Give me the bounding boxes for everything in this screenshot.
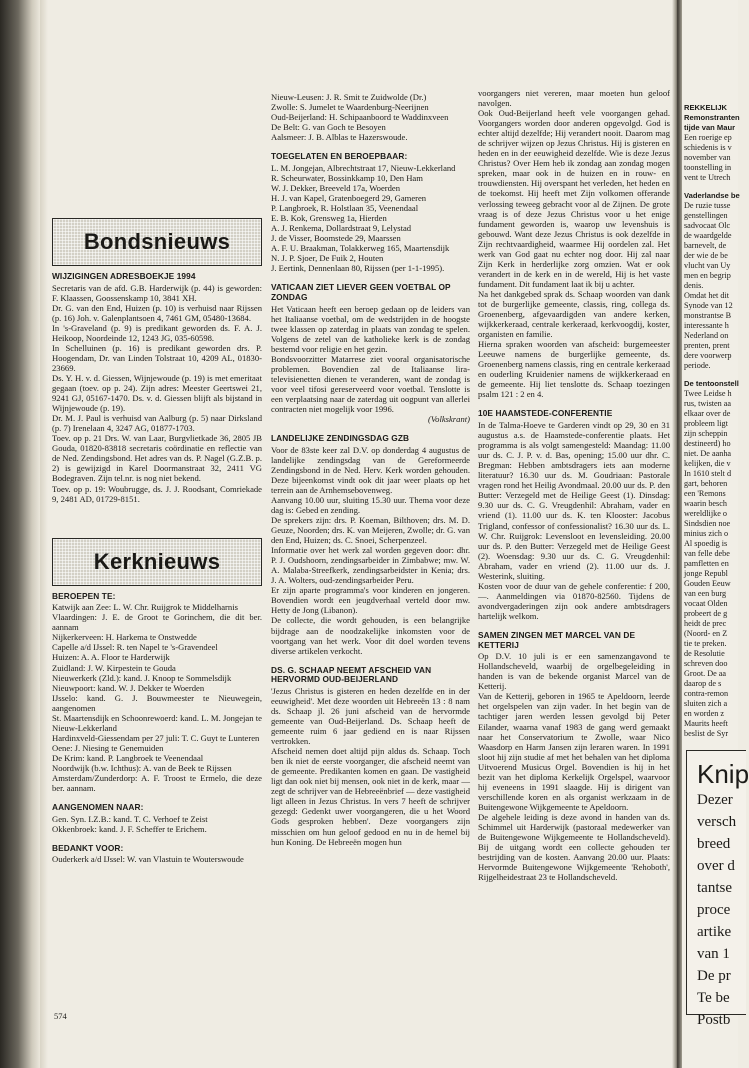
text-line: Nederland on xyxy=(684,331,729,340)
paragraph: Ds. Y. H. v. d. Giessen, Wijnjewoude (p. 19) is met emeritaat gegaan (toev. op p. 24). Zijn adres: Meester Geertswei 21, 9241 GJ, 05167-1470. Ds. v. d. Giessen blijft als bijstand in Wijnjewoude (p. 19). xyxy=(52,373,262,414)
text-line: prenten, prent xyxy=(684,341,730,350)
list-item: IJsselo: kand. G. J. Bouwmeester te Nieuwegein, aangenomen xyxy=(52,692,262,713)
text-line: gart, behoren xyxy=(684,479,728,488)
book-gutter-shadow xyxy=(672,0,682,1068)
paragraph: voorgangers niet vereren, maar moeten hun geloof navolgen. xyxy=(478,88,670,109)
text-line: proce xyxy=(697,902,731,918)
text-line: Omdat het dit xyxy=(684,291,730,300)
schaap-heading: DS. G. SCHAAP NEEMT AFSCHEID VAN HERVORMD OUD-BEIJERLAND xyxy=(271,664,432,685)
paragraph: In Schelluinen (p. 16) is predikant geworden drs. P. Hoogendam, Dr. van Linden Tolstraat 10, 4209 AL, 01830-23669. xyxy=(52,342,262,373)
paragraph: Ook Oud-Beijerland heeft vele voorgangen gehad. Voorgangers worden door anderen opgevolgd. God is echter altijd dezelfde; Hij verandert nooit. Daarom mag de schrijver wijzen op Jezus Christus. Hij is gisteren en heden en in der eeuwigheid dezelfde. Wie is deze Jezus Christus? Over Hem heb ik zondag aan zondag mogen spreken, maar ook in de huizen en in rouw- en trouwdiensten. Hij overspant het verleden, het heden en de toekomst. Hij heeft met Zijn volkomen offerande verlossing teweeg gebracht voor al de Zijnen. De grote vraag is of deze Jezus Christus voor u het enige fundament geworden is, waarop uw levenshuis is gebouwd. Want deze Jezus Christus is ook dezelfde in Zijn rechtvaardigheid, waarmee Hij oordelen zal. Het werk van God gaat nu echter nog door. Hij zal naar Zijn Kerk in herderlijke zorg omzien. Wat er ook verandert in de kerk en in de wereld, Hij is het vaste fundament. Dit fundament laat ik bij u achter. xyxy=(478,108,670,289)
text-line: Gouden Eeuw xyxy=(684,579,731,588)
facing-subheading: Remonstranten xyxy=(684,113,740,122)
text-line: zijn scheppin xyxy=(684,429,728,438)
text-line: tantse xyxy=(697,880,732,896)
list-item: Nieuw-Leusen: J. R. Smit te Zuidwolde (Dr.) xyxy=(271,92,427,102)
text-line: jonge Republ xyxy=(684,569,728,578)
list-item: Huizen: A. A. Floor te Harderwijk xyxy=(52,652,170,663)
text-line: artike xyxy=(697,924,732,940)
list-item: Gen. Syn. I.Z.B.: kand. T. C. Verhoef te Zeist xyxy=(52,813,208,824)
paragraph: Bondsvoorzitter Matarrese ziet vooral organisatorische problemen. Bovendien zal de Italiaanse lira-televisienetten dienen te veranderen, want de zondag is voor veel tifosi gereserveerd voor voetbal. Tenslotte is een verplaatsing naar de zaterdag uit oogpunt van allerlei contracten niet mogelijk voor 1996. xyxy=(271,353,470,414)
paragraph: Secretaris van de afd. G.B. Harderwijk (p. 44) is geworden: F. Klaassen, Goossenskamp 10, 3841 XH. xyxy=(52,282,262,303)
list-item: Nieuwerkerk (Zld.): kand. J. Knoop te Sommelsdijk xyxy=(52,672,232,683)
list-item: J. Eertink, Dennenlaan 80, Rijssen (per 1-1-1995). xyxy=(271,263,445,274)
text-line: kelijken, die v xyxy=(684,459,731,468)
facing-heading: REKKELIJK xyxy=(684,103,728,112)
text-line: periode. xyxy=(684,361,711,370)
list-item: Zwolle: S. Jumelet te Waardenburg-Neerijnen xyxy=(271,102,429,113)
text-line: november van xyxy=(684,153,731,162)
paragraph: Aanvang 10.00 uur, sluiting 15.30 uur. Thema voor deze dag is: Gebed en zending. xyxy=(271,494,470,515)
list-item: Oud-Beijerland: H. Schipaanboord te Waddinxveen xyxy=(271,112,449,123)
text-line: probleem ligt xyxy=(684,419,728,428)
facing-block-1 xyxy=(684,133,744,183)
samen-zingen-heading: SAMEN ZINGEN MET MARCEL VAN DE KETTERIJ xyxy=(478,629,636,650)
list-item: Oene: J. Niesing te Genemuiden xyxy=(52,742,164,753)
text-line: daarop de s xyxy=(684,679,722,688)
beroepen-heading: BEROEPEN TE: xyxy=(52,590,116,601)
facing-subheading: tijde van Maur xyxy=(684,123,736,132)
text-line: een 'Remons xyxy=(684,489,726,498)
text-line: rus, twisten aa xyxy=(684,399,732,408)
bedankt-heading: BEDANKT VOOR: xyxy=(52,842,124,853)
text-line: de Resolutie xyxy=(684,649,725,658)
landelijke-heading: LANDELIJKE ZENDINGSDAG GZB xyxy=(271,433,410,444)
facing-block-2 xyxy=(684,201,744,371)
list-item: H. J. van Kapel, Gratenboegerd 29, Gameren xyxy=(271,192,427,203)
text-line: Maurits heeft xyxy=(684,719,728,728)
facing-block-3 xyxy=(684,389,744,739)
list-item: De Belt: G. van Goch te Besoyen xyxy=(271,122,386,133)
list-item: A. J. Renkema, Dollardstraat 9, Lelystad xyxy=(271,223,412,234)
text-line: breed xyxy=(697,836,731,852)
text-line: van een burg xyxy=(684,589,727,598)
text-line: Postb xyxy=(697,1012,731,1028)
text-line: pamfletten en xyxy=(684,559,729,568)
list-item: R. Scheurwater, Bossinkkamp 10, Den Ham xyxy=(271,172,423,183)
paragraph: Toev. op p. 19: Woubrugge, ds. J. J. Roodsant, Comriekade 9, 2481 AD, 01729-8151. xyxy=(52,483,262,504)
paragraph: Er zijn aparte programma's voor kinderen en jongeren. Bovendien wordt een jeugdverhaal verteld door mw. Hetty de Jong (Libanon). xyxy=(271,585,470,616)
text-line: De pr xyxy=(697,968,731,984)
paragraph: In de Talma-Hoeve te Garderen vindt op 29, 30 en 31 augustus a.s. de Haamstede-conferentie plaats. Het programma is als volgt samengesteld: Maandag: 11.00 uur ds. C. J. P. v. d. Bas, opening; 15.00 uur dhr. C. Bregman: Hebben ambtsdragers iets aan moderne literatuur? 16.30 uur ds. M. Goudriaan: Pastorale vragen rond het Heilig Avondmaal. 20.00 uur ds. P. den Butter: Verzegeld met de Heilige Geest (1). Dinsdag: 9.30 uur ds. C. G. Vreugdenhil: Abraham, vader en vriend (1). 11.00 uur ds. K. ten Klooster: Jacobus Trigland, confessor of confessionalist? 16.30 uur ds. L. W. Chr. Ruijgrok: Levensloot en levensleiding. 20.00 uur ds. P. den Butter: Verzegeld met de Heilige Geest (2). Woensdag: 9.30 uur ds. C. G. Vreugdenhil: Abraham, vader en vriend (2). 11.00 uur ds. J. Westerink, sluiting. xyxy=(478,420,670,581)
list-item: Amsterdam/Zunderdorp: A. F. Troost te Ermelo, die deze ber. aannam. xyxy=(52,773,262,794)
list-item: Noordwijk (b.w. Ichthus): A. van de Beek te Rijssen xyxy=(52,762,232,773)
text-line: Groot. De aa xyxy=(684,669,727,678)
haamstede-heading: 10E HAAMSTEDE-CONFERENTIE xyxy=(478,408,613,419)
list-item: St. Maartensdijk en Schoonrewoerd: kand. L. M. Jongejan te Nieuw-Lekkerland xyxy=(52,712,262,733)
list-item: A. F. U. Braakman, Tolakkerweg 165, Maartensdijk xyxy=(271,243,450,254)
book-spine-shadow xyxy=(0,0,40,1068)
wijzigingen-body xyxy=(52,283,262,504)
text-line: de waardgelde xyxy=(684,231,732,240)
list-item: Okkenbroek: kand. J. F. Scheffer te Erichem. xyxy=(52,823,207,834)
wijzigingen-heading: WIJZIGINGEN ADRESBOEKJE 1994 xyxy=(52,271,196,281)
list-item: N. J. P. Sjoer, De Fuik 2, Houten xyxy=(271,253,384,264)
text-line: toonstelling in xyxy=(684,163,732,172)
paragraph: Voor de 83ste keer zal D.V. op donderdag 4 augustus de landelijke zendingsdag van de Gereformeerde Zendingsbond in de Ned. Herv. Kerk worden gehouden. Deze bijeenkomst vindt ook dit jaar weer plaats op het terrein aan de Arnhemsebovenweg. xyxy=(271,444,470,495)
text-line: van 1 xyxy=(697,946,730,962)
bondsnieuws-banner xyxy=(52,218,262,266)
knip-lines xyxy=(697,789,746,1031)
list-item: Katwijk aan Zee: L. W. Chr. Ruijgrok te Middelharnis xyxy=(52,602,238,613)
text-line: elkaar over de xyxy=(684,409,731,418)
toegelaten-heading: TOEGELATEN EN BEROEPBAAR: xyxy=(271,151,408,162)
paragraph: Afscheid nemen doet altijd pijn aldus ds. Schaap. Toch ben ik niet de eerste voorganger, die afscheid neemt van de gemeente. Predikanten komen en gaan. De vastigheid ligt dan ook niet bij mensen, ook niet in de kerk, maar — zegt de schrijver van de Hebreeënbrief — deze vastigheid ligt alleen in Jezus Christus. In vers 7 heeft de schrijver gezegd: Gedenkt uwer voorgangeren, die u het Woord Gods gesproken hebben'. Deze voorgangers zijn misschien om hun geloof gedood en nu in de hemel bij hun Koning. De Hebreeën mogen hun xyxy=(271,746,470,847)
text-line: Te be xyxy=(697,990,730,1006)
text-line: schiedenis is v xyxy=(684,143,732,152)
facing-subheading: De tentoonstell xyxy=(684,379,739,388)
text-line: Dezer xyxy=(697,792,733,808)
text-line: probeert de g xyxy=(684,609,728,618)
text-line: en worden z xyxy=(684,709,725,718)
text-line: men en begrip xyxy=(684,271,731,280)
text-line: Twee Leidse h xyxy=(684,389,732,398)
text-line: schreven doo xyxy=(684,659,728,668)
paragraph: In 's-Graveland (p. 9) is predikant geworden ds. F. A. J. Heikoop, Noordeinde 12, 1243 JG, 035-60598. xyxy=(52,322,262,343)
knip-box xyxy=(686,750,749,1028)
text-line: versch xyxy=(697,814,737,830)
text-line: barnevelt, de xyxy=(684,241,727,250)
page-number: 574 xyxy=(54,1011,67,1021)
list-item: Zuidland: J. W. Kirpestein te Gouda xyxy=(52,662,176,673)
page-edge xyxy=(40,0,48,1068)
text-line: beslist de Syr xyxy=(684,729,729,738)
text-line: Een roerige ep xyxy=(684,133,732,142)
list-item: W. J. Dekker, Breeveld 17a, Woerden xyxy=(271,182,401,193)
text-line: sadvocaat Olc xyxy=(684,221,731,230)
aangenomen-heading: AANGENOMEN NAAR: xyxy=(52,802,144,813)
paragraph: Dr. G. van den End, Huizen (p. 10) is verhuisd naar Rijssen (p. 16) Joh. v. Galenplantsoen 4, 7461 GM, 05480-13684. xyxy=(52,302,262,323)
paragraph: Na het dankgebed sprak ds. Schaap woorden van dank tot de burgerlijke gemeente, classis, ring, collega ds. Groenenberg, afgevaardigden van andere kerken, wijkkerkeraad, centrale kerkeraad, kerkvoogdij, koster, organisten en familie. xyxy=(478,288,670,340)
beroepen-body xyxy=(52,602,262,793)
facing-page-text xyxy=(684,103,744,739)
paragraph: Informatie over het werk zal worden gegeven door: dhr. P. J. Oudshoorn, zendingsarbeider in Zimbabwe; mw. W. A. Malaba-Streefkerk, zendingsarbeidster in Kenia; drs. J. A. Wolters, oud-zendingsarbeider Peru. xyxy=(271,545,470,586)
column-2 xyxy=(271,92,470,1012)
knip-title: Knip xyxy=(697,759,749,789)
text-line: monstrantse B xyxy=(684,311,732,320)
text-line: niet. De aanha xyxy=(684,449,732,458)
paragraph: Van de Ketterij, geboren in 1965 te Apeldoorn, leerde het orgelspelen van zijn vader. In het begin van de tachtiger jaren werden lessen gevolgd bij Peter Eilander, waarna vanaf 1983 de gang werd gemaakt naar het Conservatorium te Zwolle, waar Nico Waasdorp en Harm Jansen zijn leraren waren. In 1991 sloot hij zijn studie af met het behalen van het diploma Uitvoerend Musicus Orgel. Bovendien is hij in het bezit van het diploma Kerkelijk Orgelspel, waarvoor hij eveneens in 1991 slaagde. Hij is dirigent van verschillende koren en als organist werkzaam in de Buitengewone Wijkgemeente te Apeldoorn. xyxy=(478,691,670,812)
text-line: denis. xyxy=(684,281,704,290)
text-line: over d xyxy=(697,858,735,874)
paragraph: Op D.V. 10 juli is er een samenzangavond te Hollandscheveld, waarbij de orgelbegeleiding in handen is van de bekende organist Marcel van de Ketterij. xyxy=(478,651,670,692)
text-line: In 1610 stelt d xyxy=(684,469,732,478)
kerknieuws-banner-text: Kerknieuws xyxy=(93,548,221,574)
bondsnieuws-banner-text: Bondsnieuws xyxy=(83,228,231,254)
paragraph: Kosten voor de duur van de gehele conferentie: f 200,—. Aanmeldingen via 01870-82560. Tijdens de avondvergaderingen zijn ook andere ambtsdragers hartelijk welkom. xyxy=(478,580,670,621)
column-3 xyxy=(478,88,670,1008)
list-item: Nijkerkerveen: H. Harkema te Onstwedde xyxy=(52,632,197,643)
text-line: contra-remon xyxy=(684,689,729,698)
vaticaan-heading: VATICAAN ZIET LIEVER GEEN VOETBAL OP ZONDAG xyxy=(271,282,451,302)
list-item: E. B. Kok, Grensweg 1a, Hierden xyxy=(271,213,387,224)
list-item: Nieuwpoort: kand. W. J. Dekker te Woerden xyxy=(52,682,205,693)
list-item: P. Langbroek, R. Holstlaan 35, Veenendaal xyxy=(271,203,419,214)
text-line: genstellingen xyxy=(684,211,728,220)
text-line: (Noord- en Z xyxy=(684,629,728,638)
text-line: waarin besch xyxy=(684,499,727,508)
text-line: Synode van 12 xyxy=(684,301,733,310)
paragraph: Toev. op p. 21 Drs. W. van Laar, Burgvlietkade 36, 2805 JB Gouda, 01820-83818 secretaris coördinatie en reflectie van de Ned. Zendingsbond. Het adres van ds. P. Nagel (G.Z.B. p. 2) is gewijzigd in Karel Doormanstraat 32, 2411 VG Bodegraven. Zijn tel.nr. is nog niet bekend. xyxy=(52,433,262,484)
list-item: Capelle a/d IJssel: R. ten Napel te 's-Gravendeel xyxy=(52,642,218,653)
paragraph: De algehele leiding is deze avond in handen van ds. Schimmel uit Harderwijk (pastoraal medewerker van de Buitengewone Wijkgemeente te Hollandscheveld). Bij de uitgang wordt een collecte gehouden ter bestrijding van de kosten. Aanvang 20.00 uur. Plaats: Hervormde Buitengewone Wijkgemeente 'Rehoboth', Rijgelheidestraat 23 te Hollandscheveld. xyxy=(478,811,670,883)
text-line: vent te Utrech xyxy=(684,173,731,182)
paragraph: De collecte, die wordt gehouden, is een belangrijke bijdrage aan de noodzakelijke inkomsten voor de voortgang van het werk. Voor dit doel worden tevens diverse artikelen verkocht. xyxy=(271,615,470,656)
text-line: tie te preken. xyxy=(684,639,727,648)
source-credit: (Volkskrant) xyxy=(427,414,470,425)
text-line: Al spoedig is xyxy=(684,539,728,548)
list-item: J. de Visser, Boomstede 29, Maarssen xyxy=(271,233,401,244)
text-line: minius zich o xyxy=(684,529,729,538)
text-line: Sindsdien noe xyxy=(684,519,731,528)
kerknieuws-banner xyxy=(52,538,262,586)
text-line: vocaat Olden xyxy=(684,599,728,608)
text-line: De ruzie tusse xyxy=(684,201,731,210)
text-line: destineerd) ho xyxy=(684,439,731,448)
text-line: der wie de be xyxy=(684,251,728,260)
text-line: wereldlijke o xyxy=(684,509,727,518)
text-line: vlucht van Uy xyxy=(684,261,731,270)
paragraph: Het Vaticaan heeft een beroep gedaan op de leiders van het Italiaanse voetbal, om de wedstrijden in de hoogste twee klassen op zaterdag in plaats van zondag te spelen. Volgens de zetel van de katholieke kerk is de zondag bestemd voor religie en het gezin. xyxy=(271,303,470,354)
text-line: heidt de prec xyxy=(684,619,727,628)
list-item: Aalsmeer: J. B. Alblas te Hazerswoude. xyxy=(271,132,408,143)
text-line: sluiten zich a xyxy=(684,699,728,708)
list-item: Vlaardingen: J. E. de Groot te Gorinchem, die dit ber. aannam xyxy=(52,612,262,633)
list-item: L. M. Jongejan, Albrechtstraat 17, Nieuw-Lekkerland xyxy=(271,162,456,173)
list-item: De Krim: kand. P. Langbroek te Veenendaal xyxy=(52,752,204,763)
paragraph: De sprekers zijn: drs. P. Koeman, Bilthoven; drs. M. D. Geuze, Noorden; drs. K. van Meijeren, Zwolle; dr. G. van den End, Huizen; ds. C. Snoei, Scherpenzeel. xyxy=(271,515,470,546)
text-line: van felle debe xyxy=(684,549,730,558)
list-item: Ouderkerk a/d IJssel: W. van Vlastuin te Wouterswoude xyxy=(52,854,244,865)
text-line: dere voorwerp xyxy=(684,351,732,360)
column-1 xyxy=(52,92,262,1012)
paragraph: 'Jezus Christus is gisteren en heden dezelfde en in der eeuwigheid'. Met deze woorden uit Hebreeën 13 : 8 nam ds. Schaap jl. 26 juni afscheid van de hervormde gemeente van Oud-Beijerland. Ds. Schaap heeft de gemeente ruim 6 jaar gediend en is naar Rijssen vertrokken. xyxy=(271,685,470,747)
list-item: Hardinxveld-Giessendam per 27 juli: T. C. Guyt te Lunteren xyxy=(52,732,260,743)
paragraph: Dr. M. J. Paul is verhuisd van Aalburg (p. 5) naar Dirksland (p. 7) Irenelaan 4, 3247 AG, 01877-1703. xyxy=(52,413,262,434)
paragraph: Hierna spraken woorden van afscheid: burgemeester Leeuwe namens de burgerlijke gemeente, ds. Groenenberg namens classis, ring en centrale kerkeraad en ouderling Kruidenier namens de wijkkerkeraad en de gemeente. Hij liet tenslotte ds. Schaap toezingen psalm 121 : 2 en 4. xyxy=(478,339,670,400)
facing-subheading: Vaderlandse be xyxy=(684,191,740,200)
text-line: interessante h xyxy=(684,321,729,330)
